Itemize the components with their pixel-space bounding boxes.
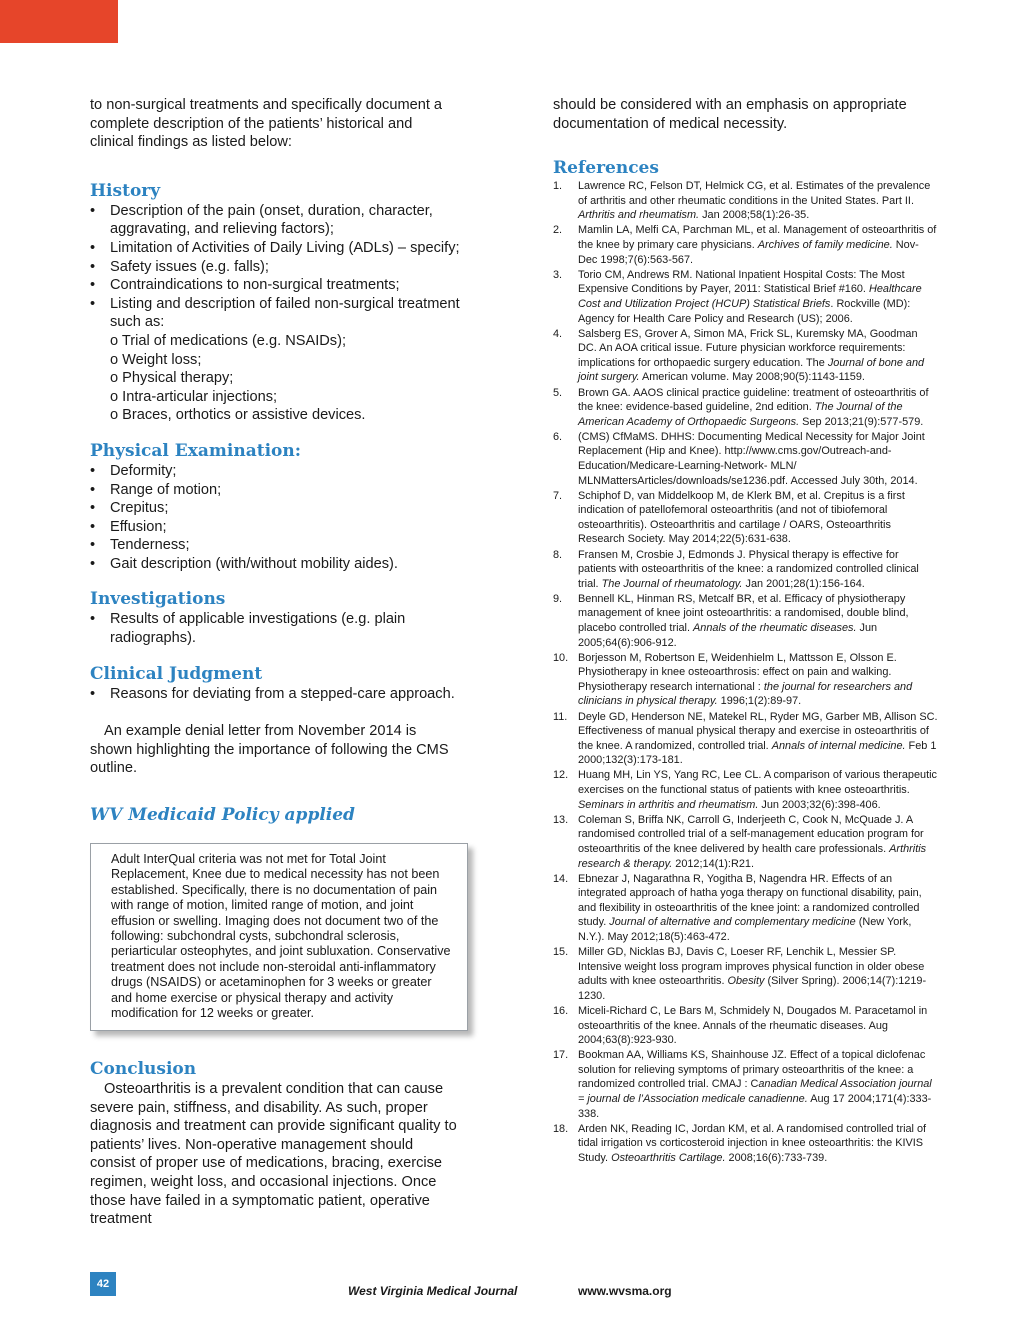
reference-text: Miceli-Richard C, Le Bars M, Schmidely N, Dougados M. Paracetamol in osteoarthritis of the knee. Annals of the rheumatic diseases. Aug 2004;63(8):923-930. — [578, 1004, 928, 1047]
history-item: • Contraindications to non-surgical treatments; — [90, 276, 460, 295]
history-subitem: o Trial of medications (e.g. NSAIDs); — [110, 332, 347, 349]
physical-exam-item: • Effusion; — [90, 518, 460, 537]
wv-medicaid-heading: WV Medicaid Policy applied — [90, 805, 355, 826]
reference-item — [553, 430, 938, 488]
history-list — [90, 202, 460, 332]
clinical-judgment-item: • Reasons for deviating from a stepped-care approach. — [90, 685, 460, 704]
reference-text: Torio CM, Andrews RM. National Inpatient Hospital Costs: The Most Expensive Conditions by Payer, 2011: Statistical Brief #160. — [578, 268, 905, 296]
history-sublist — [90, 332, 460, 425]
continuation-paragraph: should be considered with an emphasis on appropriate documentation of medical necessity. — [553, 97, 907, 132]
conclusion-heading: Conclusion — [90, 1059, 197, 1079]
reference-citation: Jan 2001;28(1):156-164. — [742, 577, 865, 590]
reference-text: Borjesson M, Robertson E, Weidenhielm L, Mattsson E, Olsson E. Physiotherapy in knee osteoarthrosis: effect on pain and walking. Physiotherapy research international : — [578, 651, 897, 693]
reference-item — [553, 489, 938, 547]
reference-citation: Feb 1 2000;132(3):173-181. — [578, 739, 937, 767]
reference-number: 15. — [553, 946, 569, 959]
physical-exam-item: • Deformity; — [90, 462, 460, 481]
history-subitem: o Intra-articular injections; — [110, 388, 278, 405]
investigations-list — [90, 610, 460, 647]
investigations-item: • Results of applicable investigations (e.g. plain radiographs). — [90, 610, 460, 647]
example-paragraph: An example denial letter from November 2014 is shown highlighting the importance of following the CMS outline. — [90, 723, 449, 777]
reference-source: Archives of family medicine. — [757, 239, 893, 252]
conclusion-section — [90, 1058, 460, 1229]
physical-exam-item: • Gait description (with/without mobility aides). — [90, 555, 460, 574]
reference-citation: Sep 2013;21(9):577-579. — [799, 415, 924, 428]
reference-source: Seminars in arthritis and rheumatism. — [578, 798, 759, 811]
reference-source: Arthritis and rheumatism. — [578, 209, 700, 222]
reference-item — [553, 945, 938, 1003]
reference-citation: (New York, N.Y.). May 2012;18(5):463-472. — [578, 916, 912, 943]
denial-letter-text: Adult InterQual criteria was not met for Total Joint Replacement, Knee due to medical necessity has not been established. Specifically, there is no documentation of pain with range of motion, limited range of motion, and joint effusion or swelling. Imaging does not document two of the following: subchondral cysts, subchondral sclerosis, periarticular osteophytes, and joint subluxation. Conservative treatment does not include non-steroidal anti-inflammatory drugs (NSAIDS) or acetaminophen for 3 weeks or greater and home exercise or physical therapy and activity modification for 12 weeks or greater. — [111, 852, 451, 1021]
reference-item — [553, 1004, 938, 1048]
physical-exam-item: • Tenderness; — [90, 536, 460, 555]
reference-number: 14. — [553, 872, 569, 885]
reference-item — [553, 1122, 938, 1166]
reference-source: Annals of the rheumatic diseases. — [693, 622, 857, 634]
references-heading: References — [553, 158, 659, 179]
reference-number: 3. — [553, 268, 563, 281]
reference-number: 1. — [553, 180, 563, 193]
reference-source: The Journal of rheumatology. — [601, 577, 743, 590]
reference-number: 12. — [553, 769, 569, 782]
reference-number: 11. — [553, 710, 568, 723]
reference-number: 9. — [553, 592, 563, 605]
reference-citation: 2012;14(1):R21. — [672, 857, 754, 870]
reference-citation: Jun 2003;32(6):398-406. — [758, 798, 881, 811]
reference-source: The Journal of the American Academy of Orthopaedic Surgeons. — [578, 401, 903, 428]
page-number: 42 — [90, 1272, 116, 1296]
physical-exam-list — [90, 462, 460, 574]
reference-number: 5. — [553, 386, 563, 399]
clinical-judgment-heading: Clinical Judgment — [90, 663, 263, 684]
reference-citation: 2008;16(6):733-739. — [725, 1151, 828, 1164]
clinical-judgment-list — [90, 685, 460, 704]
history-subitem: o Weight loss; — [110, 351, 202, 368]
reference-text: Brown GA. AAOS clinical practice guideline: treatment of osteoarthritis of the knee: evidence-based guideline, 2nd edition. — [578, 386, 929, 414]
reference-text: Salsberg ES, Grover A, Simon MA, Frick SL, Kuremsky MA, Goodman DC. An AOA critical issue. Future physician workforce requirements: implications for orthopaedic surgery education. The — [578, 327, 918, 369]
reference-item — [553, 548, 938, 592]
reference-text: Lawrence RC, Felson DT, Helmick CG, et al. Estimates of the prevalence of arthritis and other rheumatic conditions in the United States. Part II. — [578, 180, 931, 207]
history-item: • Limitation of Activities of Daily Living (ADLs) – specify; — [90, 239, 460, 258]
denial-letter-box — [90, 843, 468, 1031]
reference-citation: American volume. May 2008;90(5):1143-1159. — [639, 371, 865, 384]
reference-item — [553, 268, 938, 326]
reference-item — [553, 872, 938, 945]
reference-item — [553, 1048, 938, 1121]
reference-number: 6. — [553, 430, 563, 443]
reference-number: 13. — [553, 813, 569, 826]
history-item: • Listing and description of failed non-surgical treatment such as: — [90, 295, 460, 332]
left-column — [90, 96, 460, 826]
reference-number: 10. — [553, 651, 569, 664]
intro-paragraph: to non-surgical treatments and specifically document a complete description of the patients’ historical and clinical findings as listed below: — [90, 97, 443, 151]
reference-text: Schiphof D, van Middelkoop M, de Klerk BM, et al. Crepitus is a first indication of patellofemoral osteoarthritis (and not of tibiofemoral osteoarthritis). Osteoarthritis and cartilage / OARS, Osteoarthritis Research Society. May 2014;22(5):631-638. — [578, 489, 905, 546]
reference-citation: . Rockville (MD): Agency for Health Care Policy and Research (US); 2006. — [578, 297, 911, 325]
physical-exam-item: • Crepitus; — [90, 499, 460, 518]
reference-number: 2. — [553, 224, 563, 237]
reference-item — [553, 710, 938, 768]
reference-text: Miller GD, Nicklas BJ, Davis C, Loeser RF, Lenchik L, Messier SP. Intensive weight loss program improves physical function in older obese adults with knee osteoarthritis. — [578, 946, 925, 988]
reference-citation: 1996;1(2):89-97. — [717, 695, 802, 708]
reference-source: Arthritis research & therapy. — [578, 842, 927, 870]
physical-exam-heading: Physical Examination: — [90, 440, 302, 461]
reference-citation: Jun 2005;64(6):906-912. — [578, 622, 878, 649]
reference-number: 18. — [553, 1122, 569, 1135]
history-subitem: o Braces, orthotics or assistive devices. — [110, 407, 366, 424]
reference-item — [553, 386, 938, 430]
reference-text: (CMS) CfMaMS. DHHS: Documenting Medical Necessity for Major Joint Replacement (Hip and Knee). http://www.cms.gov/Outreach-and- Education/Medicare-Learning-Network- MLN/ MLNMattersArticles/downloads/se1236.pdf. Accessed July 30th, 2014. — [578, 430, 925, 487]
reference-source: Osteoarthritis Cartilage. — [611, 1151, 726, 1164]
reference-number: 17. — [553, 1049, 569, 1062]
investigations-heading: Investigations — [90, 589, 226, 610]
references-list — [553, 179, 938, 1165]
reference-citation: Aug 17 2004;171(4):333-338. — [578, 1093, 932, 1120]
reference-text: Fransen M, Crosbie J, Edmonds J. Physical therapy is effective for patients with osteoarthritis of the knee: a randomized controlled clinical trial. — [578, 548, 919, 590]
reference-text: Deyle GD, Henderson NE, Matekel RL, Ryder MG, Garber MB, Allison SC. Effectiveness of manual physical therapy and exercise in osteoarthritis of the knee. A randomized, controlled trial. — [578, 710, 938, 752]
reference-number: 4. — [553, 327, 563, 340]
reference-source: Journal of alternative and complementary medicine — [609, 916, 856, 929]
journal-name: West Virginia Medical Journal — [348, 1284, 518, 1298]
reference-item — [553, 768, 938, 812]
history-item: • Safety issues (e.g. falls); — [90, 258, 460, 277]
reference-source: Annals of internal medicine. — [771, 739, 906, 752]
reference-source: the journal for researchers and clinicians in physical therapy. — [578, 680, 913, 708]
reference-source: Healthcare Cost and Utilization Project (HCUP) Statistical Briefs — [578, 283, 922, 310]
reference-text: Arden NK, Reading IC, Jordan KM, et al. A randomised controlled trial of tidal irrigation vs corticosteroid injection in knee osteoarthritis: the KIVIS Study. — [578, 1122, 927, 1164]
reference-citation: Jan 2008;58(1):26-35. — [699, 209, 810, 222]
reference-item — [553, 327, 938, 385]
reference-citation: Nov-Dec 1998;7(6):563-567. — [578, 239, 919, 266]
reference-number: 8. — [553, 548, 563, 561]
reference-item — [553, 223, 938, 267]
history-item: • Description of the pain (onset, duration, character, aggravating, and relieving factors); — [90, 202, 460, 239]
reference-text: Ebnezar J, Nagarathna R, Yogitha B, Nagendra HR. Effects of an integrated approach of hatha yoga therapy on functional disability, pain, and flexibility in osteoarthritis of the knee joint: a randomized controlled study. — [578, 872, 922, 929]
physical-exam-item: • Range of motion; — [90, 481, 460, 500]
conclusion-paragraph: Osteoarthritis is a prevalent condition that can cause severe pain, stiffness, and disability. As such, proper diagnosis and treatment can provide significant quality to patients’ lives. Non-operative management should consist of proper use of medications, bracing, exercise regimen, weight loss, and occasional injections. Once those have failed in a symptomatic patient, operative treatment — [90, 1081, 457, 1228]
reference-item — [553, 592, 938, 650]
reference-number: 7. — [553, 489, 563, 502]
reference-source: Journal of bone and joint surgery. — [578, 356, 925, 384]
reference-item — [553, 651, 938, 709]
corner-accent-block — [0, 0, 118, 43]
history-heading: History — [90, 180, 161, 201]
reference-item — [553, 813, 938, 871]
right-column — [553, 96, 938, 1166]
reference-item — [553, 179, 938, 223]
reference-text: Huang MH, Lin YS, Yang RC, Lee CL. A comparison of various therapeutic exercises on the functional status of patients with knee osteoarthritis. — [578, 769, 937, 797]
reference-text: Coleman S, Briffa NK, Carroll G, Inderjeeth C, Cook N, McQuade J. A randomised controlled trial of a self-management education program for osteoarthritis of the knee delivered by health care professionals. — [578, 813, 924, 855]
reference-text: Bookman AA, Williams KS, Shainhouse JZ. Effect of a topical diclofenac solution for relieving symptoms of primary osteoarthritis of the knee: a randomized controlled trial. CMAJ : C — [578, 1049, 926, 1091]
history-subitem: o Physical therapy; — [110, 370, 234, 387]
reference-source: anadian Medical Association journal = journal de l’Association medicale canadienne. — [578, 1078, 932, 1105]
reference-citation: (Silver Spring). 2006;14(7):1219-1230. — [578, 975, 927, 1002]
reference-text: Bennell KL, Hinman RS, Metcalf BR, et al. Efficacy of physiotherapy management of knee joint osteoarthritis: a randomised, double blind, placebo controlled trial. — [578, 592, 909, 634]
journal-url: www.wvsma.org — [578, 1284, 672, 1298]
reference-source: Obesity — [727, 975, 765, 988]
reference-number: 16. — [553, 1004, 569, 1017]
reference-text: Mamlin LA, Melfi CA, Parchman ML, et al. Management of osteoarthritis of the knee by primary care physicians. — [578, 224, 937, 252]
